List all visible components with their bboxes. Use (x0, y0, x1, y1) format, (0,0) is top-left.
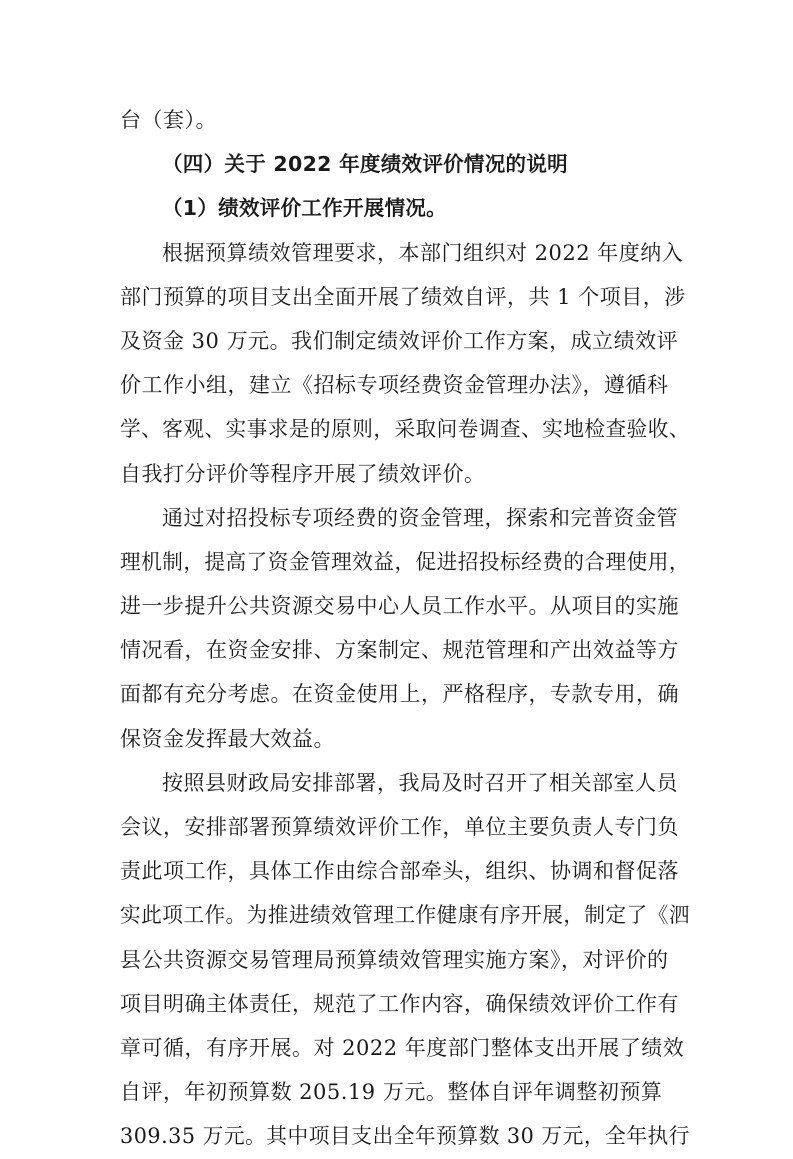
paragraph-2-line-2: 理机制，提高了资金管理效益，促进招投标经费的合理使用， (120, 549, 690, 574)
paragraph-2-line-6: 保资金发挥最大效益。 (120, 726, 335, 751)
paragraph-3-line-9: 309.35 万元。其中项目支出全年预算数 30 万元，全年执行 (120, 1124, 691, 1149)
paragraph-3-line-5: 县公共资源交易管理局预算绩效管理实施方案》，对评价的 (120, 947, 669, 972)
paragraph-1-line-5: 学、客观、实事求是的原则，采取问卷调查、实地检查验收、 (120, 417, 690, 442)
document-body (120, 98, 690, 1159)
paragraph-3-line-6: 项目明确主体责任，规范了工作内容，确保绩效评价工作有 (120, 991, 679, 1016)
paragraph-1-line-2: 部门预算的项目支出全面开展了绩效自评，共 1 个项目，涉 (120, 284, 686, 309)
paragraph-2-line-3: 进一步提升公共资源交易中心人员工作水平。从项目的实施 (120, 594, 679, 619)
section-heading: （四）关于 2022 年度绩效评价情况的说明 (162, 152, 568, 177)
paragraph-3-line-4: 实此项工作。为推进绩效管理工作健康有序开展，制定了《泗 (120, 903, 690, 928)
paragraph-2-line-1: 通过对招投标专项经费的资金管理，探索和完普资金管 (162, 505, 678, 530)
paragraph-2-line-4: 情况看，在资金安排、方案制定、规范管理和产出效益等方 (120, 638, 679, 663)
paragraph-continuation: 台（套）。 (120, 108, 217, 132)
paragraph-3-line-8: 自评，年初预算数 205.19 万元。整体自评年调整初预算 (120, 1080, 663, 1105)
paragraph-3-line-7: 章可循，有序开展。对 2022 年度部门整体支出开展了绩效 (120, 1035, 685, 1060)
paragraph-3-line-2: 会议，安排部署预算绩效评价工作，单位主要负责人专门负 (120, 815, 679, 839)
paragraph-1-line-1: 根据预算绩效管理要求，本部门组织对 2022 年度纳入 (162, 240, 684, 265)
subsection-heading: （1）绩效评价工作开展情况。 (162, 196, 447, 221)
paragraph-1-line-6: 自我打分评价等程序开展了绩效评价。 (120, 461, 486, 486)
paragraph-2-line-5: 面都有充分考虑。在资金使用上，严格程序，专款专用，确 (120, 682, 679, 707)
paragraph-3-line-1: 按照县财政局安排部署，我局及时召开了相关部室人员 (162, 770, 678, 795)
paragraph-1-line-3: 及资金 30 万元。我们制定绩效评价工作方案，成立绩效评 (120, 328, 679, 353)
paragraph-3-line-3: 责此项工作，具体工作由综合部牵头，组织、协调和督促落 (120, 859, 679, 884)
paragraph-1-line-4: 价工作小组，建立《招标专项经费资金管理办法》，遵循科 (120, 373, 669, 398)
